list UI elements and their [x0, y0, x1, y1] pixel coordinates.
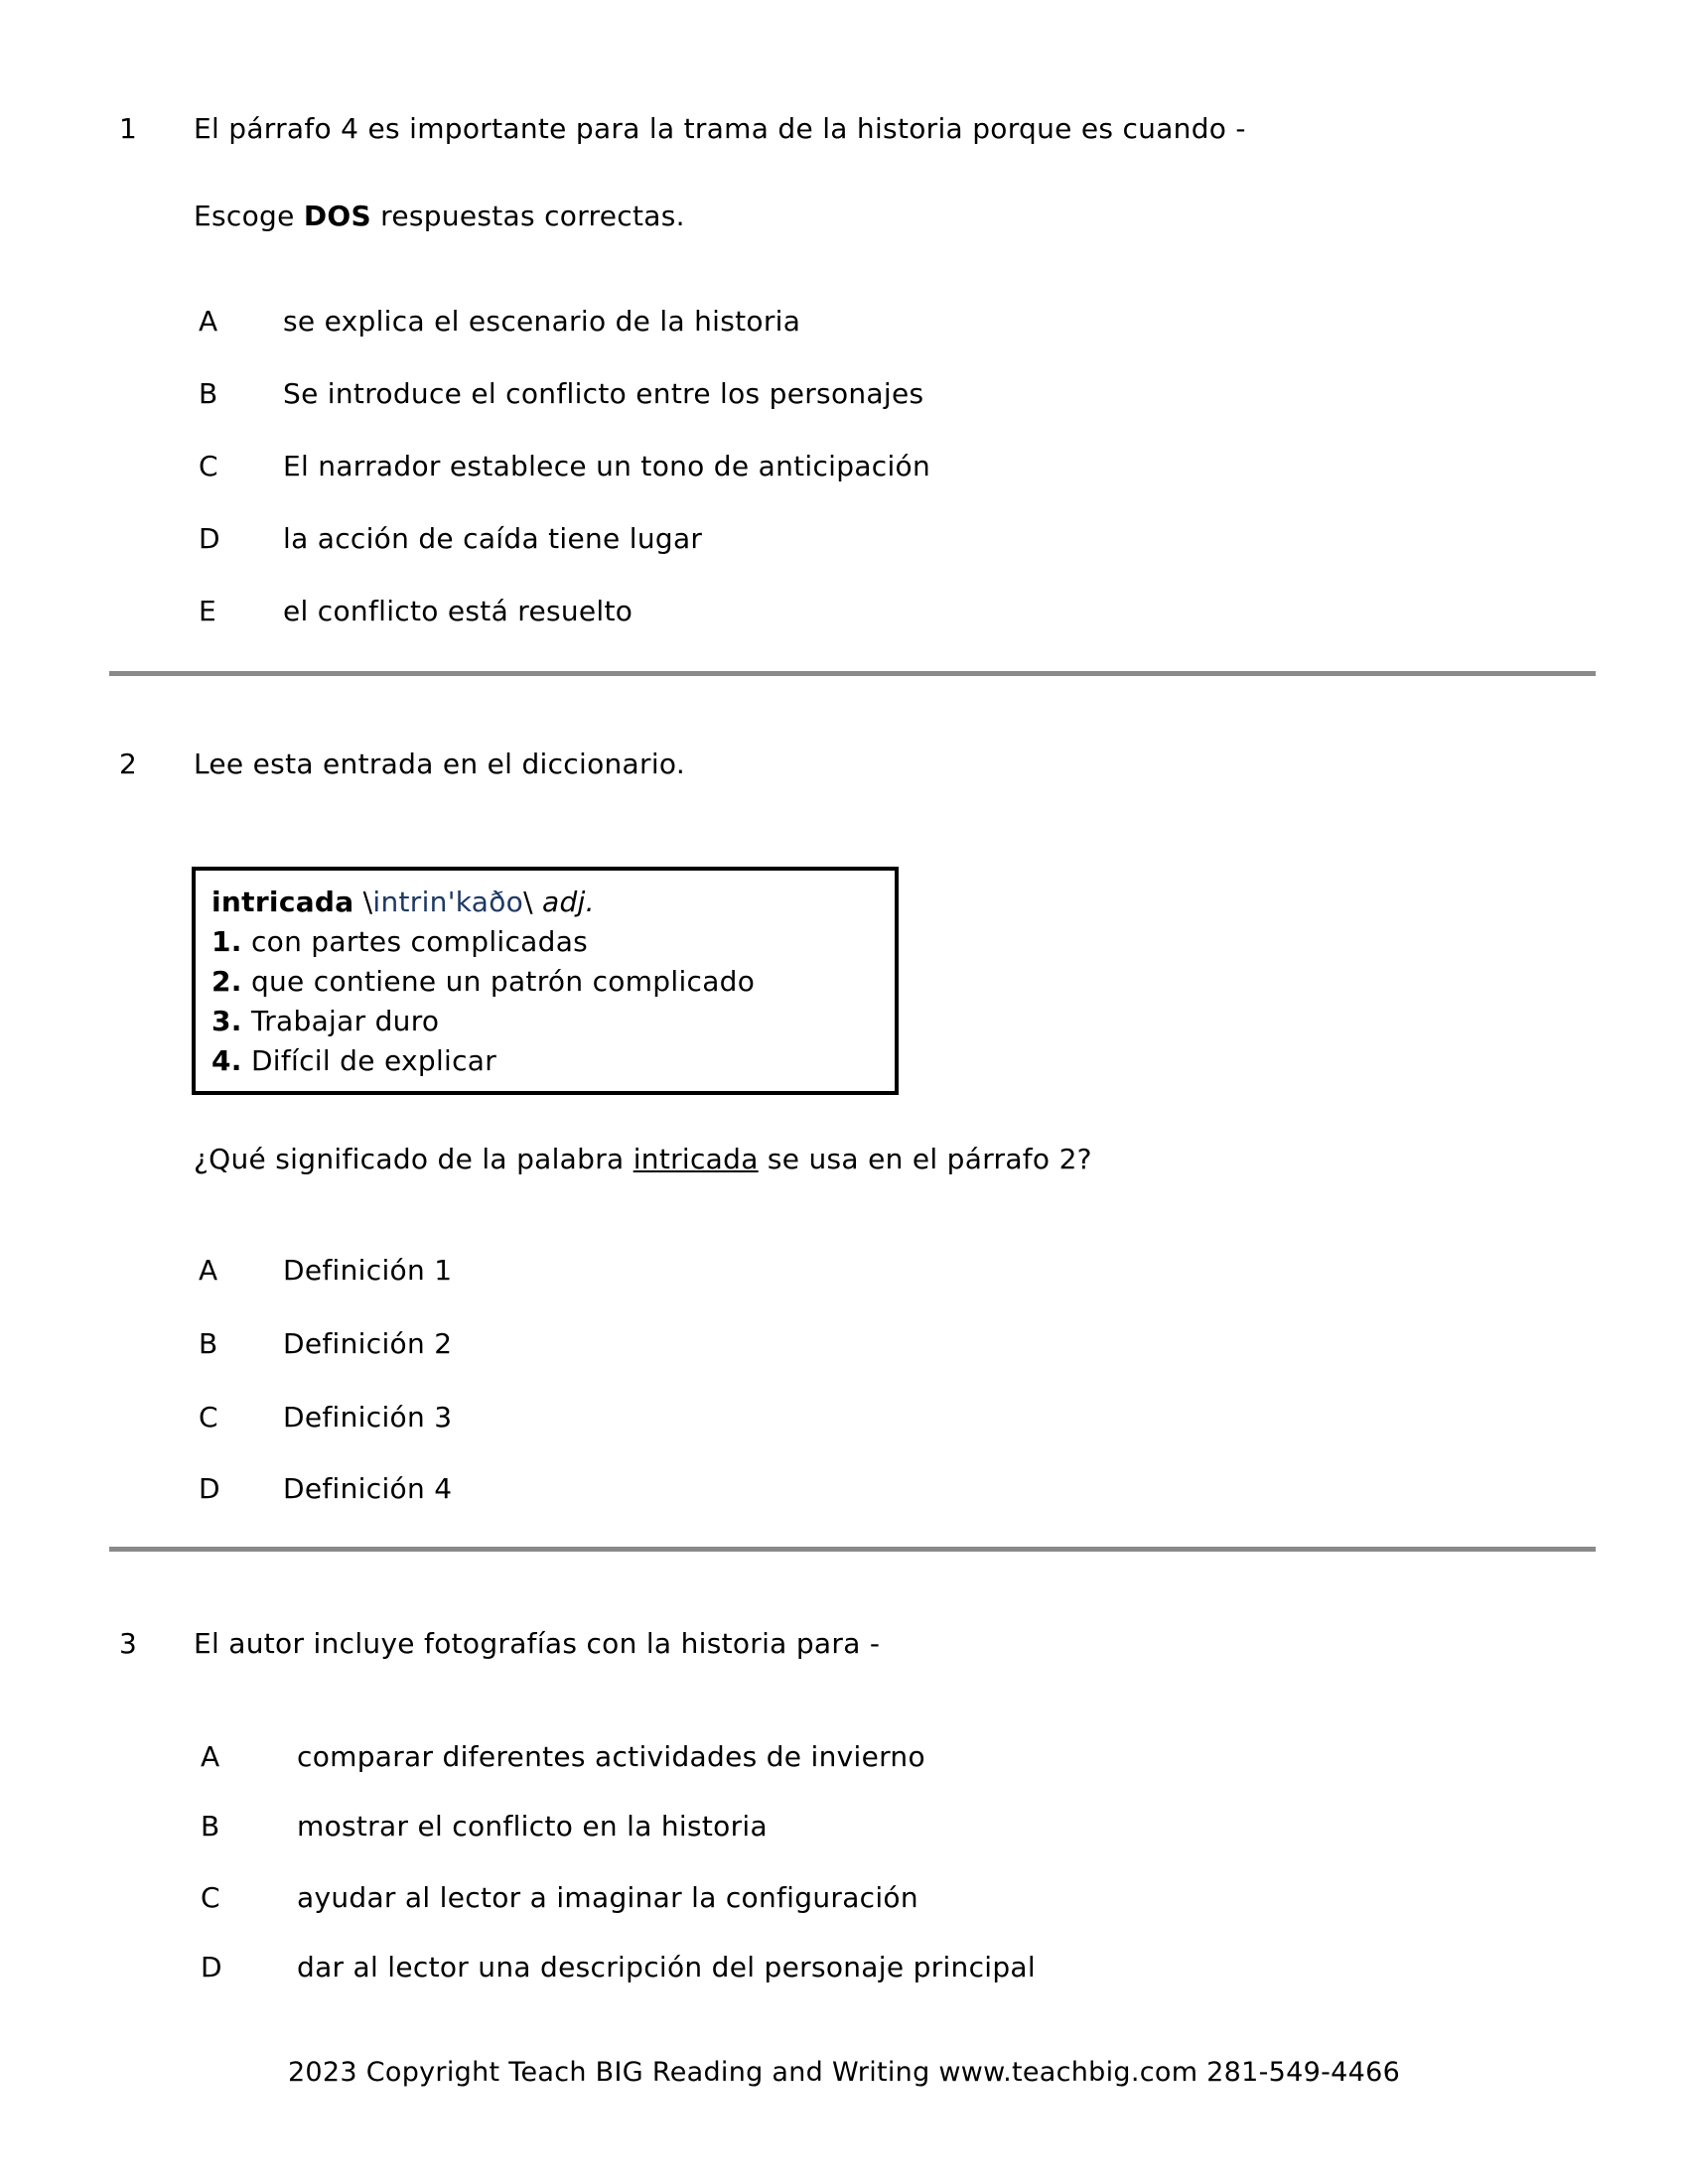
question-2-text: Lee esta entrada en el diccionario.	[194, 748, 686, 780]
option-text: comparar diferentes actividades de invierno	[297, 1740, 925, 1773]
definition-number: 4.	[211, 1044, 242, 1077]
option-text: El narrador establece un tono de anticipación	[283, 450, 931, 482]
question-1-option-a	[199, 304, 800, 340]
part-of-speech: adj.	[542, 886, 595, 918]
option-text: Se introduce el conflicto entre los personajes	[283, 377, 924, 410]
instruction-prefix: Escoge	[194, 200, 304, 232]
question-3-option-b	[201, 1809, 768, 1844]
pronunciation-close-slash: \	[523, 886, 533, 918]
question-1-option-d	[199, 521, 702, 557]
question-1-option-b	[199, 376, 923, 412]
question-1-number: 1	[119, 112, 138, 145]
option-text: el conflicto está resuelto	[283, 595, 633, 627]
option-letter: D	[201, 1951, 222, 1983]
dictionary-headword: intricada	[211, 886, 354, 918]
dictionary-definition-3	[211, 1002, 879, 1041]
dictionary-definition-2	[211, 962, 879, 1002]
instruction-bold-word: DOS	[303, 200, 371, 232]
option-text: ayudar al lector a imaginar la configuración	[297, 1881, 918, 1914]
definition-text: que contiene un patrón complicado	[250, 965, 756, 998]
definition-number: 3.	[211, 1005, 242, 1037]
question-3-option-c	[201, 1880, 918, 1916]
question-1-option-e	[199, 594, 633, 629]
question-3-option-a	[201, 1739, 925, 1775]
section-divider-2	[109, 1547, 1596, 1552]
definition-text: con partes complicadas	[250, 925, 589, 958]
question-3-option-d	[201, 1950, 1036, 1985]
definition-text: Trabajar duro	[250, 1005, 440, 1037]
question-2-option-c	[199, 1400, 452, 1435]
dictionary-headword-line	[211, 883, 879, 922]
option-text: Definición 2	[283, 1327, 453, 1360]
question-2-option-a	[199, 1253, 452, 1289]
question-1-instruction	[194, 199, 685, 234]
option-letter: C	[201, 1881, 220, 1914]
question-1-option-c	[199, 449, 930, 484]
option-letter: A	[199, 1254, 218, 1287]
question-2-option-b	[199, 1326, 452, 1362]
option-letter: E	[199, 595, 216, 627]
definition-number: 1.	[211, 925, 242, 958]
option-text: Definición 3	[283, 1401, 453, 1433]
prompt-suffix: se usa en el párrafo 2?	[758, 1143, 1092, 1175]
question-2-option-d	[199, 1471, 452, 1507]
option-text: dar al lector una descripción del personaje principal	[297, 1951, 1036, 1983]
definition-text: Difícil de explicar	[250, 1044, 497, 1077]
prompt-underlined-word: intricada	[633, 1143, 759, 1175]
option-text: mostrar el conflicto en la historia	[297, 1810, 768, 1843]
option-letter: C	[199, 450, 218, 482]
question-2-prompt	[194, 1142, 1092, 1177]
option-letter: A	[201, 1740, 220, 1773]
option-letter: B	[199, 1327, 218, 1360]
question-3-text: El autor incluye fotografías con la historia para -	[194, 1627, 881, 1660]
question-1	[119, 111, 1246, 147]
option-text: Definición 4	[283, 1472, 453, 1505]
option-letter: D	[199, 522, 220, 555]
dictionary-entry-box	[192, 867, 899, 1095]
prompt-prefix: ¿Qué significado de la palabra	[194, 1143, 633, 1175]
option-letter: B	[199, 377, 218, 410]
option-text: la acción de caída tiene lugar	[283, 522, 703, 555]
copyright-footer: 2023 Copyright Teach BIG Reading and Writing www.teachbig.com 281-549-4466	[287, 2057, 1401, 2088]
option-letter: D	[199, 1472, 220, 1505]
option-text: se explica el escenario de la historia	[283, 305, 801, 338]
pronunciation: intrin'kaðo	[372, 886, 524, 918]
section-divider-1	[109, 671, 1596, 676]
pronunciation-open-slash: \	[362, 886, 373, 918]
question-3	[119, 1626, 880, 1662]
question-2	[119, 747, 685, 782]
instruction-suffix: respuestas correctas.	[370, 200, 685, 232]
option-text: Definición 1	[283, 1254, 453, 1287]
dictionary-definition-1	[211, 922, 879, 962]
option-letter: C	[199, 1401, 218, 1433]
question-1-text: El párrafo 4 es importante para la trama de la historia porque es cuando -	[194, 112, 1246, 145]
definition-number: 2.	[211, 965, 242, 998]
dictionary-definition-4	[211, 1041, 879, 1081]
question-3-number: 3	[119, 1627, 138, 1660]
option-letter: B	[201, 1810, 220, 1843]
option-letter: A	[199, 305, 218, 338]
question-2-number: 2	[119, 748, 138, 780]
